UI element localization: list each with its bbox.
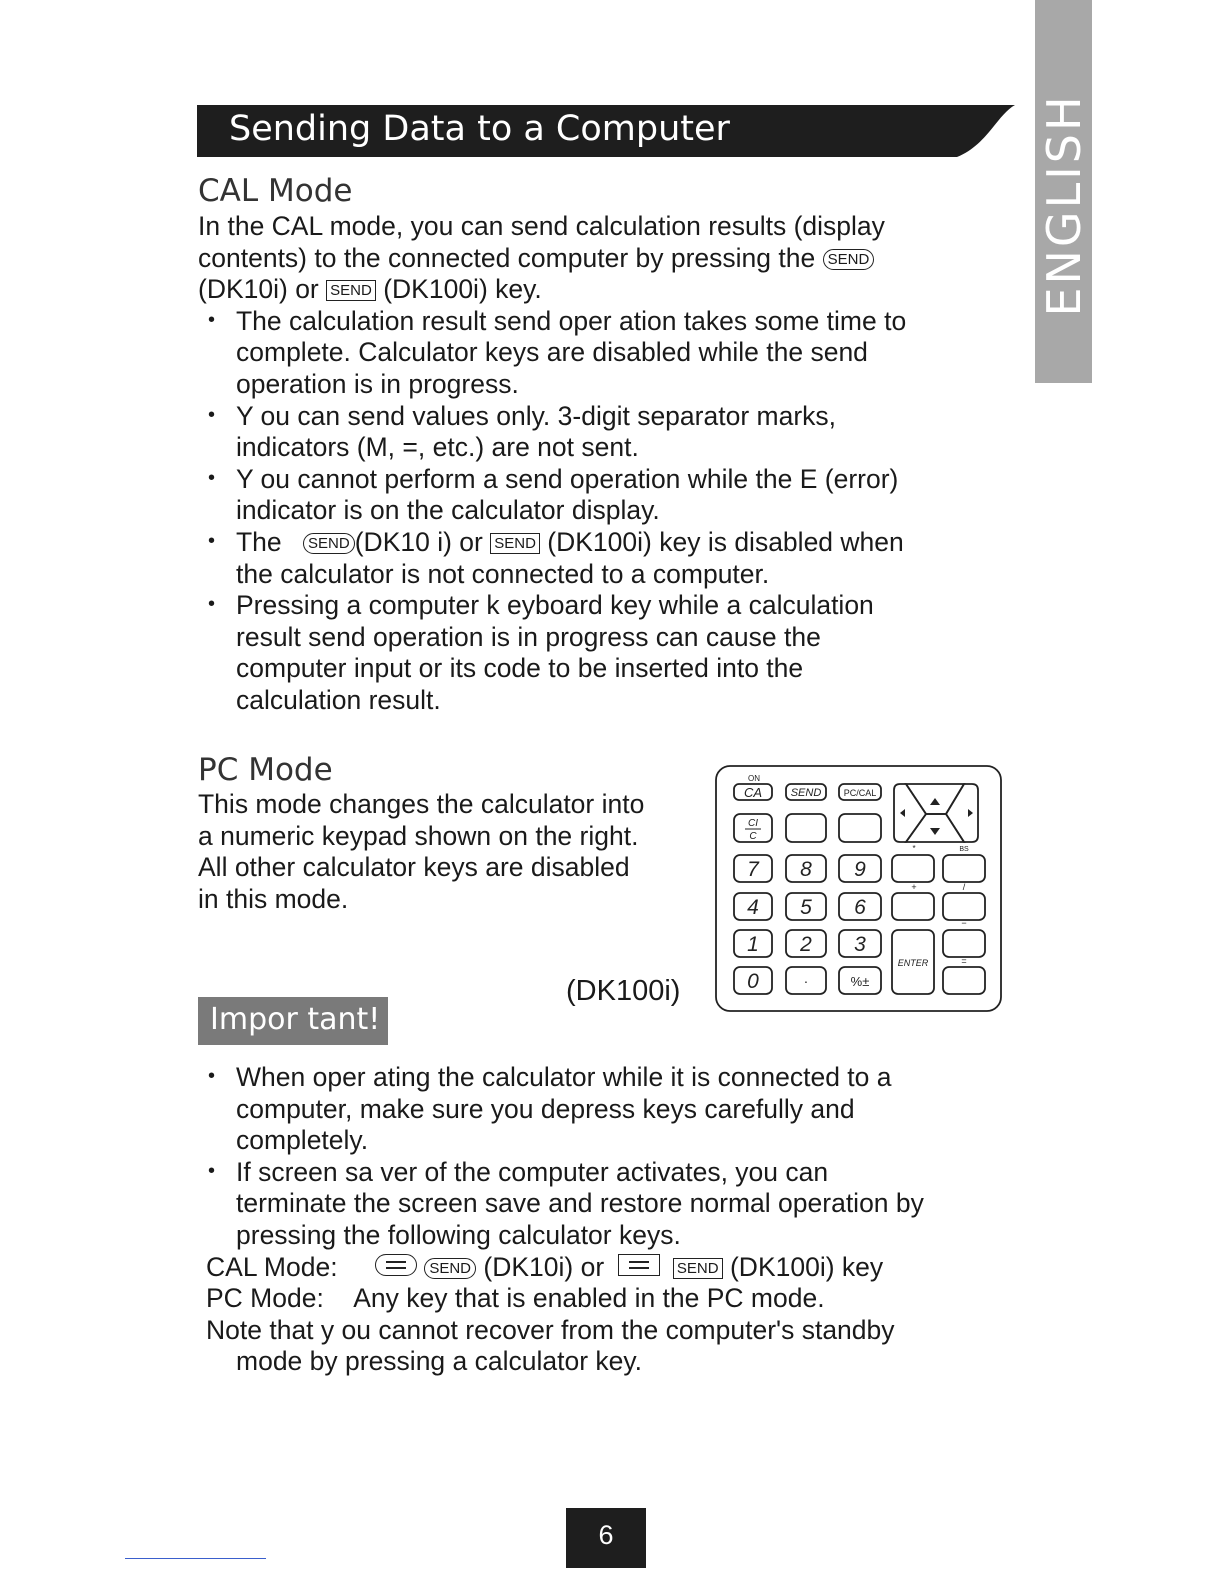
- equals-key-box: [618, 1254, 660, 1276]
- footer-link-underline: [125, 1558, 266, 1559]
- important-bullet-2: • If screen sa ver of the computer activates, you can terminate the screen save and restore normal operation by pressing the following calculator keys.: [198, 1157, 924, 1252]
- key-ca-label: CA: [743, 785, 763, 800]
- cal-intro-line-1: In the CAL mode, you can send calculation results (display: [198, 211, 885, 241]
- op-mul-label: *: [912, 844, 916, 853]
- key-blank-1: [786, 814, 826, 842]
- send-key-oval: SEND: [823, 249, 875, 270]
- send-key-box: SEND: [326, 280, 376, 301]
- key-3-label: 3: [854, 933, 866, 956]
- key-pccal-label: PC/CAL: [843, 788, 877, 798]
- section-title-bar: [197, 105, 1015, 157]
- important-text: [198, 1062, 924, 1378]
- send-key-oval: SEND: [303, 533, 355, 554]
- send-key-oval: SEND: [424, 1258, 476, 1279]
- equals-key-oval: [375, 1254, 417, 1276]
- key-7-label: 7: [747, 858, 759, 881]
- page-number: 6: [566, 1508, 646, 1568]
- op-plus-label: +: [911, 882, 917, 892]
- key-divide: [943, 893, 985, 920]
- section-title: Sending Data to a Computer: [229, 109, 730, 149]
- op-div-label: /: [962, 882, 966, 892]
- key-right: [946, 784, 978, 842]
- language-tab: [1035, 0, 1092, 383]
- key-blank-2: [839, 814, 881, 842]
- arrow-left-icon: [900, 809, 905, 817]
- cal-mode-keys-row: CAL Mode: SEND (DK10i) or SEND (DK100i) key: [206, 1251, 884, 1282]
- key-0-label: 0: [747, 970, 759, 993]
- op-minus-label: −: [961, 918, 967, 928]
- send-key-box: SEND: [673, 1258, 723, 1279]
- cal-intro-line-3: (DK10i) or SEND (DK100i) key.: [198, 274, 542, 305]
- key-backspace: [943, 855, 985, 882]
- key-equals: [943, 967, 985, 994]
- op-bs-label: BS: [959, 846, 969, 853]
- key-8-label: 8: [800, 858, 812, 881]
- on-label: ON: [748, 774, 760, 783]
- cal-bullet-1: • The calculation result send oper ation takes some time to complete. Calculator keys are disabled while the send operation is in progress.: [198, 306, 906, 401]
- keypad-diagram: [714, 764, 1003, 1013]
- important-badge: Impor tant!: [198, 997, 388, 1045]
- cal-bullet-5: • Pressing a computer k eyboard key while a calculation result send operation is in progress can cause the computer input or its code to be inserted into the calculation result.: [198, 590, 906, 716]
- cal-mode-heading: CAL Mode: [198, 173, 353, 209]
- arrow-up-icon: [930, 798, 940, 805]
- key-5-label: 5: [800, 896, 812, 919]
- key-9-label: 9: [854, 858, 866, 881]
- key-plus: [892, 893, 934, 920]
- key-4-label: 4: [747, 896, 759, 919]
- standby-note: Note that y ou cannot recover from the computer's standby mode by pressing a calculator key.: [206, 1314, 895, 1377]
- key-minus: [943, 930, 985, 957]
- key-ci-label: CI: [748, 818, 758, 829]
- key-2-label: 2: [800, 933, 812, 956]
- send-key-box: SEND: [490, 533, 540, 554]
- cal-mode-text: [198, 211, 906, 717]
- key-send-label: SEND: [790, 787, 822, 799]
- key-enter-label: ENTER: [897, 958, 929, 968]
- cal-bullet-4: • The SEND (DK10 i) or SEND (DK100i) key is disabled when the calculator is not connected to a computer.: [198, 527, 906, 590]
- cal-bullet-3: • Y ou cannot perform a send operation while the E (error) indicator is on the calculator display.: [198, 464, 906, 527]
- pc-mode-keys-row: PC Mode: Any key that is enabled in the PC mode.: [206, 1283, 825, 1314]
- cal-intro-line-2: contents) to the connected computer by pressing the SEND: [198, 243, 906, 275]
- cal-bullet-2: • Y ou can send values only. 3-digit separator marks, indicators (M, =, etc.) are not sent.: [198, 401, 906, 464]
- key-dot-label: ·: [803, 973, 809, 989]
- key-left: [894, 784, 926, 842]
- pc-mode-heading: PC Mode: [198, 752, 333, 788]
- important-bullet-1: • When oper ating the calculator while it is connected to a computer, make sure you depress keys carefully and completely.: [198, 1062, 924, 1157]
- pc-mode-text: This mode changes the calculator into a numeric keypad shown on the right. All other calculator keys are disabled in this mode.: [198, 789, 645, 914]
- arrow-down-icon: [930, 828, 940, 835]
- key-c-label: C: [749, 831, 757, 842]
- op-eq-label: =: [961, 956, 967, 966]
- key-6-label: 6: [854, 896, 866, 919]
- language-tab-label: ENGLISH: [1036, 93, 1091, 317]
- arrow-right-icon: [968, 809, 973, 817]
- key-multiply: [892, 855, 934, 882]
- keypad-model-label: (DK100i): [566, 975, 681, 1007]
- key-1-label: 1: [747, 933, 759, 956]
- key-percent-label: %±: [850, 974, 870, 989]
